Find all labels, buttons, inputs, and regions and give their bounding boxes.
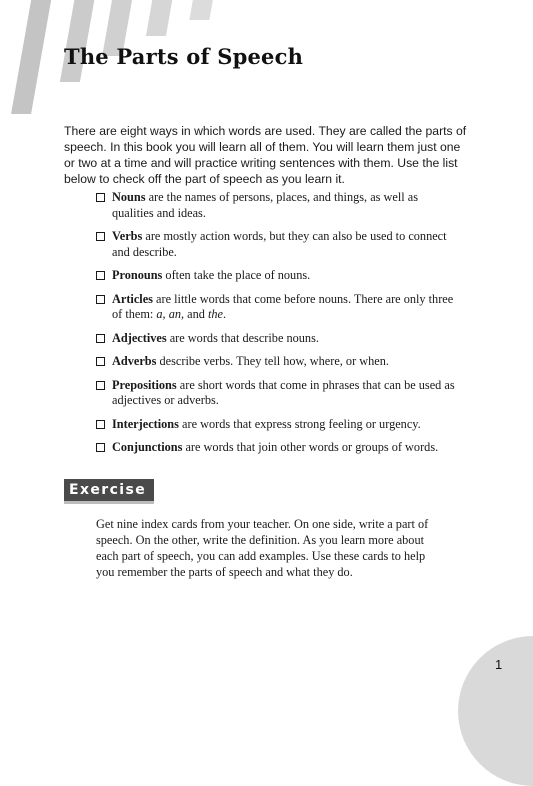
checkbox-icon — [96, 357, 105, 366]
list-item-text: Interjections are words that express strong feeling or urgency. — [112, 416, 421, 431]
stripe — [11, 0, 53, 114]
term: Adverbs — [112, 354, 157, 368]
list-item-text: Prepositions are short words that come in phrases that can be used as adjectives or adverbs. — [112, 377, 455, 407]
checkbox-icon — [96, 420, 105, 429]
checkbox-icon — [96, 381, 105, 390]
exercise-paragraph: Get nine index cards from your teacher. On one side, write a part of speech. On the other, write the definition. As you learn more about each part of speech, you can add examples. Use these cards to help you remember the parts of speech and what they do. — [96, 517, 429, 579]
list-item — [96, 292, 456, 323]
checkbox-icon — [96, 271, 105, 280]
term: Prepositions — [112, 377, 177, 392]
list-item — [96, 190, 456, 221]
list-item — [96, 354, 456, 370]
checkbox-icon — [96, 193, 105, 202]
list-item — [96, 417, 456, 433]
list-item-text: Adjectives are words that describe nouns. — [112, 330, 319, 345]
list-item-text: Nouns are the names of persons, places, and things, as well as qualities and ideas. — [112, 190, 419, 220]
list-item — [96, 268, 456, 284]
term: Conjunctions — [112, 440, 183, 454]
term: Verbs — [112, 229, 143, 243]
stripe — [60, 0, 96, 82]
list-item — [96, 378, 456, 409]
stripe — [146, 0, 174, 36]
article-example-the: the — [207, 307, 224, 321]
list-item — [96, 229, 456, 260]
intro-paragraph: There are eight ways in which words are used. They are called the parts of speech. In this book you will learn all of them. You will learn them just one or two at a time and will practice writing sentences with them. Use the list below to check off the part of speech as you learn it. — [64, 124, 467, 186]
list-item-text: Verbs are mostly action words, but they can also be used to connect and describe. — [112, 229, 447, 259]
exercise-heading: Exercise — [64, 479, 154, 501]
list-item-text: Articles are little words that come before nouns. There are only three of them: a, an, and the. — [112, 291, 454, 321]
term: Adjectives — [112, 330, 167, 345]
list-item-text: Pronouns often take the place of nouns. — [112, 268, 311, 282]
list-item — [96, 331, 456, 347]
list-item — [96, 440, 456, 456]
stripe — [189, 0, 214, 20]
page-title: The Parts of Speech — [64, 44, 304, 69]
term: Articles — [112, 291, 153, 306]
term: Nouns — [112, 190, 146, 204]
checkbox-icon — [96, 232, 105, 241]
checkbox-icon — [96, 443, 105, 452]
list-item-text: Adverbs describe verbs. They tell how, where, or when. — [112, 354, 389, 368]
parts-of-speech-list — [96, 190, 456, 464]
term: Interjections — [112, 416, 179, 431]
page-number: 1 — [495, 657, 503, 672]
term: Pronouns — [112, 268, 163, 282]
checkbox-icon — [96, 295, 105, 304]
checkbox-icon — [96, 334, 105, 343]
list-item-text: Conjunctions are words that join other words or groups of words. — [112, 440, 439, 454]
article-examples: a, an, — [156, 307, 185, 321]
